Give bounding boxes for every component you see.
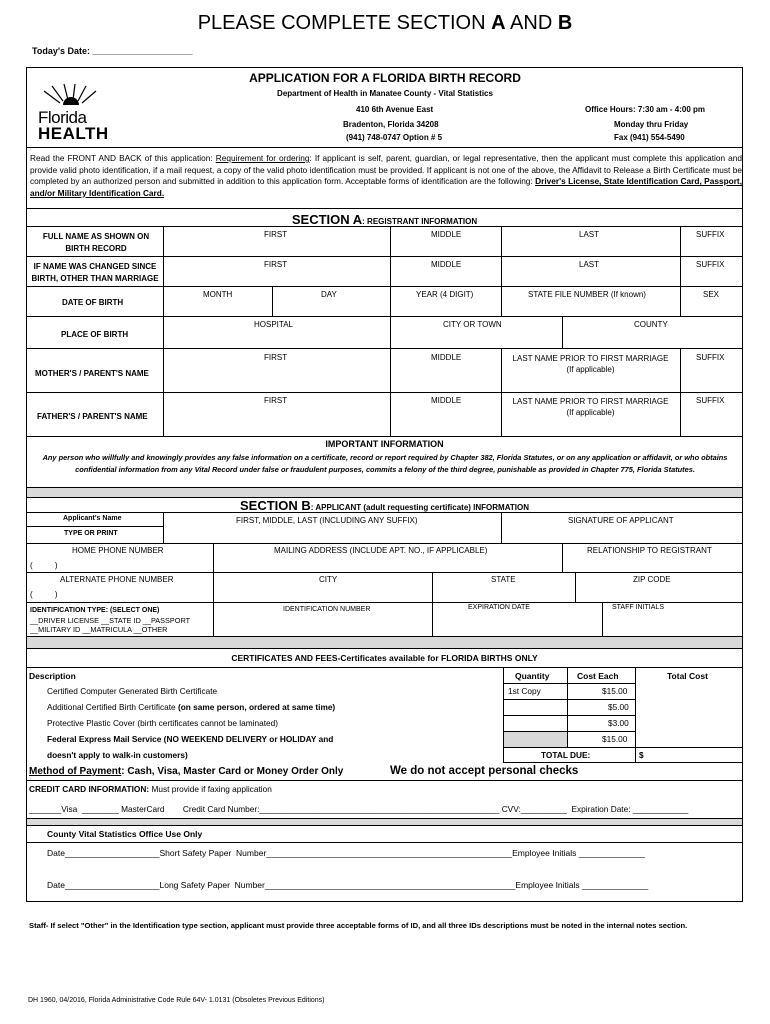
state-file-number-field[interactable]: [528, 290, 646, 299]
grid-line: [575, 572, 576, 602]
grid-line: [26, 316, 743, 317]
grid-line: [163, 512, 164, 543]
credit-card-title: [29, 784, 272, 794]
mother-first-field[interactable]: FIRST: [264, 353, 288, 362]
grid-line: [26, 512, 743, 513]
day-field[interactable]: DAY: [321, 290, 337, 299]
instructions-body: : If applicant is self, parent, guardian, or legal representative, then the applicant must complete this application and provide valid photo identification, if a mail request, a copy of the valid photo identification must be provided. If applicant is not one of the above, the Affidavit to Release a Birth Certificate must be completed by an authorized person and submitted in addition to this application form. Acceptable forms of identification are the following:: [30, 153, 743, 187]
grid-line: [390, 286, 391, 316]
florida-health-logo: [38, 83, 109, 143]
grid-line: [26, 256, 743, 257]
office-phone: (941) 748-0747 Option # 5: [346, 133, 443, 142]
shaded-divider: [27, 637, 742, 648]
expiration-date-field[interactable]: EXPIRATION DATE: [468, 604, 530, 611]
address-line-1: 410 6th Avenue East: [356, 105, 434, 114]
date-of-birth-label: DATE OF BIRTH: [62, 298, 124, 307]
important-title: IMPORTANT INFORMATION: [325, 439, 444, 449]
logo-health: HEALTH: [38, 124, 109, 143]
applicant-name-label: Applicant's Name: [63, 515, 122, 522]
suffix-field[interactable]: SUFFIX: [696, 230, 725, 239]
mailing-address-field[interactable]: MAILING ADDRESS (INCLUDE APT. NO., IF APPLICABLE): [274, 546, 488, 555]
staff-note: Staff- If select "Other" in the Identification type section, applicant must provide three acceptable forms of ID, and all three IDs descriptions must be noted in the internal notes section.: [29, 921, 688, 930]
grid-line: [501, 348, 502, 436]
id-type-label: IDENTIFICATION TYPE: (SELECT ONE): [30, 607, 160, 614]
name-changed-label: IF NAME WAS CHANGED SINCE BIRTH, OTHER THAN MARRIAGE: [31, 262, 159, 283]
home-phone-field[interactable]: HOME PHONE NUMBER: [72, 546, 164, 555]
grid-line: [602, 602, 603, 636]
father-maiden-field[interactable]: [503, 396, 678, 418]
changed-first-field[interactable]: FIRST: [264, 260, 288, 269]
maiden-label: LAST NAME PRIOR TO FIRST MARRIAGE: [512, 354, 669, 363]
grid-line: [26, 436, 743, 437]
form-footer: DH 1960, 04/2016, Florida Administrative Code Rule 64V- 1.0131 (Obsoletes Previous Editions): [28, 997, 325, 1004]
grid-line: [26, 543, 743, 544]
mother-name-label: MOTHER'S / PARENT'S NAME: [35, 369, 149, 378]
fee-row-4-cost: $15.00: [602, 734, 628, 744]
grid-line: [26, 392, 743, 393]
payment-methods: [29, 766, 343, 777]
changed-last-field[interactable]: LAST: [579, 260, 600, 269]
address-line-2: Bradenton, Florida 34208: [343, 120, 439, 129]
grid-line: [503, 715, 635, 716]
grid-line: [501, 226, 502, 286]
father-first-field[interactable]: FIRST: [264, 396, 288, 405]
grid-line: [680, 348, 681, 436]
city-or-town-field[interactable]: CITY OR TOWN: [443, 320, 502, 329]
alternate-phone-field[interactable]: ALTERNATE PHONE NUMBER: [60, 575, 174, 584]
id-type-options-1[interactable]: __DRIVER LICENSE __STATE ID __PASSPORT: [30, 616, 191, 625]
type-or-print-label: TYPE OR PRINT: [64, 530, 118, 537]
full-name-label: FULL NAME AS SHOWN ON BIRTH RECORD: [42, 232, 150, 253]
fee-row-3-desc: Protective Plastic Cover (birth certificates cannot be laminated): [47, 718, 279, 728]
zip-code-field[interactable]: ZIP CODE: [633, 575, 671, 584]
grid-line: [26, 780, 743, 781]
fees-title: CERTIFICATES AND FEES-Certificates available for FLORIDA BIRTHS ONLY: [231, 653, 538, 663]
grid-line: [635, 667, 636, 763]
grid-line: [562, 316, 563, 348]
fee-row-1-qty[interactable]: 1st Copy: [508, 686, 541, 696]
credit-card-line[interactable]: _______Visa ________ MasterCard Credit Card Number:____________________________________________________ CVV:__________ Expiration Date: ____________: [29, 804, 689, 814]
heading-section-b: B: [557, 12, 573, 34]
walk-in-note: doesn't apply to walk-in customers): [47, 750, 188, 760]
grid-line: [390, 226, 391, 286]
long-paper-line[interactable]: Date____________________Long Safety Paper Number_____________________________________________________Employee Initials ______________: [47, 880, 649, 890]
id-number-field[interactable]: IDENTIFICATION NUMBER: [283, 606, 371, 613]
heading-text: PLEASE COMPLETE SECTION: [197, 12, 492, 34]
acceptable-ids: Driver's License, State Identification Card, Passport, and/or Military Identification Card.: [30, 176, 742, 198]
grid-line: [26, 286, 743, 287]
home-phone-areacode[interactable]: ( ): [30, 561, 58, 570]
if-applicable-note: (If applicable): [566, 365, 615, 374]
fee-row-3-cost: $3.00: [608, 718, 629, 728]
grid-line: [503, 747, 743, 748]
grid-line: [503, 683, 635, 684]
no-checks-note: We do not accept personal checks: [390, 765, 579, 777]
changed-middle-field[interactable]: MIDDLE: [431, 260, 462, 269]
changed-suffix-field[interactable]: SUFFIX: [696, 260, 725, 269]
mother-middle-field[interactable]: MIDDLE: [431, 353, 462, 362]
mother-suffix-field[interactable]: SUFFIX: [696, 353, 725, 362]
page-heading: [0, 12, 770, 35]
fee-row-1-desc: Certified Computer Generated Birth Certificate: [47, 686, 218, 696]
office-hours: Office Hours: 7:30 am - 4:00 pm: [585, 105, 706, 114]
payment-methods-text: : Cash, Visa, Master Card or Money Order Only: [121, 766, 344, 777]
instructions-lead: Read the FRONT AND BACK of this application:: [30, 153, 216, 163]
grid-line: [503, 699, 635, 700]
first-name-field[interactable]: FIRST: [264, 230, 288, 239]
total-cost-header: Total Cost: [667, 671, 708, 681]
credit-card-note: Must provide if faxing application: [151, 784, 272, 794]
fee-row-3-qty-field[interactable]: [505, 717, 565, 729]
id-type-options-2[interactable]: __MILITARY ID __MATRICULA __OTHER: [30, 625, 168, 634]
payment-label: Method of Payment: [29, 766, 122, 777]
requirement-heading: Requirement for ordering: [215, 153, 310, 163]
state-field[interactable]: STATE: [491, 575, 516, 584]
grid-line: [163, 226, 164, 436]
total-due-dollar[interactable]: $: [639, 750, 644, 760]
maiden-label: LAST NAME PRIOR TO FIRST MARRIAGE: [512, 397, 669, 406]
department-line: Department of Health in Manatee County - Vital Statistics: [277, 89, 493, 98]
if-known-note: (If known): [608, 290, 646, 299]
grid-line: [503, 762, 743, 763]
credit-card-heading: CREDIT CARD INFORMATION:: [29, 784, 152, 794]
section-a-subtitle: : REGISTRANT INFORMATION: [362, 217, 478, 226]
fee-row-4-desc: Federal Express Mail Service (NO WEEKEND DELIVERY or HOLIDAY and: [47, 734, 334, 744]
description-header: Description: [29, 671, 76, 681]
father-middle-field[interactable]: MIDDLE: [431, 396, 462, 405]
logo-florida: Florida: [38, 108, 87, 127]
state-file-label: STATE FILE NUMBER: [528, 290, 609, 299]
applicant-name-field[interactable]: FIRST, MIDDLE, LAST (INCLUDING ANY SUFFIX): [236, 516, 418, 525]
alternate-phone-areacode[interactable]: ( ): [30, 590, 58, 599]
sun-icon: [38, 83, 108, 105]
cost-each-header: Cost Each: [577, 671, 619, 681]
total-due-label: TOTAL DUE:: [541, 750, 591, 760]
quantity-header: Quantity: [515, 671, 550, 681]
year-field[interactable]: YEAR (4 DIGIT): [416, 290, 474, 299]
grid-line: [501, 512, 502, 543]
grid-line: [390, 348, 391, 436]
shaded-cell: [504, 732, 567, 747]
month-field[interactable]: MONTH: [203, 290, 233, 299]
grid-line: [26, 226, 743, 227]
father-name-label: FATHER'S / PARENT'S NAME: [37, 412, 148, 421]
if-applicable-note: (If applicable): [566, 408, 615, 417]
fee-row-2-desc: [47, 702, 335, 712]
short-paper-line[interactable]: Date____________________Short Safety Paper Number____________________________________________________Employee Initials ______________: [47, 848, 645, 858]
grid-line: [562, 543, 563, 573]
section-b-subtitle: : APPLICANT (adult requesting certificate) INFORMATION: [310, 503, 530, 512]
grid-line: [26, 602, 743, 603]
instructions-paragraph: [30, 153, 742, 199]
staff-initials-field[interactable]: STAFF INITIALS: [612, 604, 664, 611]
grid-line: [680, 286, 681, 316]
heading-and: AND: [505, 12, 558, 34]
fee-row-2-note: (on same person, ordered at same time): [177, 702, 336, 712]
fee-row-2-cost: $5.00: [608, 702, 629, 712]
middle-name-field[interactable]: MIDDLE: [431, 230, 462, 239]
form-title: APPLICATION FOR A FLORIDA BIRTH RECORD: [249, 71, 521, 85]
fee-row-1-cost: $15.00: [602, 686, 628, 696]
hospital-field[interactable]: HOSPITAL: [254, 320, 293, 329]
county-field[interactable]: COUNTY: [634, 320, 668, 329]
heading-section-a: A: [491, 12, 506, 34]
signature-field[interactable]: SIGNATURE OF APPLICANT: [568, 516, 674, 525]
relationship-field[interactable]: RELATIONSHIP TO REGISTRANT: [587, 546, 712, 555]
office-fax: Fax (941) 554-5490: [614, 133, 685, 142]
grid-line: [501, 286, 502, 316]
office-days: Monday thru Friday: [614, 120, 689, 129]
sex-field[interactable]: SEX: [703, 290, 720, 299]
grid-line: [432, 572, 433, 636]
important-text: Any person who willfully and knowingly provides any false information on a certificate, record or report required by Chapter 382, Florida Statutes, or on any application or affidavit, or who obtains confidential information from any Vital Record under false or fraudulent purposes, commits a felony of the third degree, punishable as provided in Chapter 775, Florida Statutes.: [42, 453, 728, 474]
office-use-frame: [26, 825, 743, 902]
office-use-title: County Vital Statistics Office Use Only: [47, 829, 203, 839]
grid-line: [26, 348, 743, 349]
fee-row-2-text: Additional Certified Birth Certificate: [47, 702, 178, 712]
city-field[interactable]: CITY: [319, 575, 338, 584]
todays-date-field[interactable]: Today's Date: ____________________: [32, 46, 193, 56]
divider: [26, 147, 743, 148]
section-b-label: SECTION B: [239, 498, 311, 513]
grid-line: [272, 286, 273, 316]
last-name-field[interactable]: LAST: [579, 230, 600, 239]
grid-line: [26, 648, 743, 649]
grid-line: [680, 226, 681, 286]
grid-line: [26, 572, 743, 573]
mother-maiden-field[interactable]: [503, 353, 678, 375]
father-suffix-field[interactable]: SUFFIX: [696, 396, 725, 405]
section-a-label: SECTION A: [291, 212, 363, 227]
divider: [26, 208, 743, 209]
grid-line: [213, 543, 214, 636]
grid-line: [26, 526, 163, 527]
grid-line: [567, 667, 568, 748]
fee-row-2-qty-field[interactable]: [505, 701, 565, 713]
place-of-birth-label: PLACE OF BIRTH: [61, 330, 129, 339]
grid-line: [390, 316, 391, 348]
